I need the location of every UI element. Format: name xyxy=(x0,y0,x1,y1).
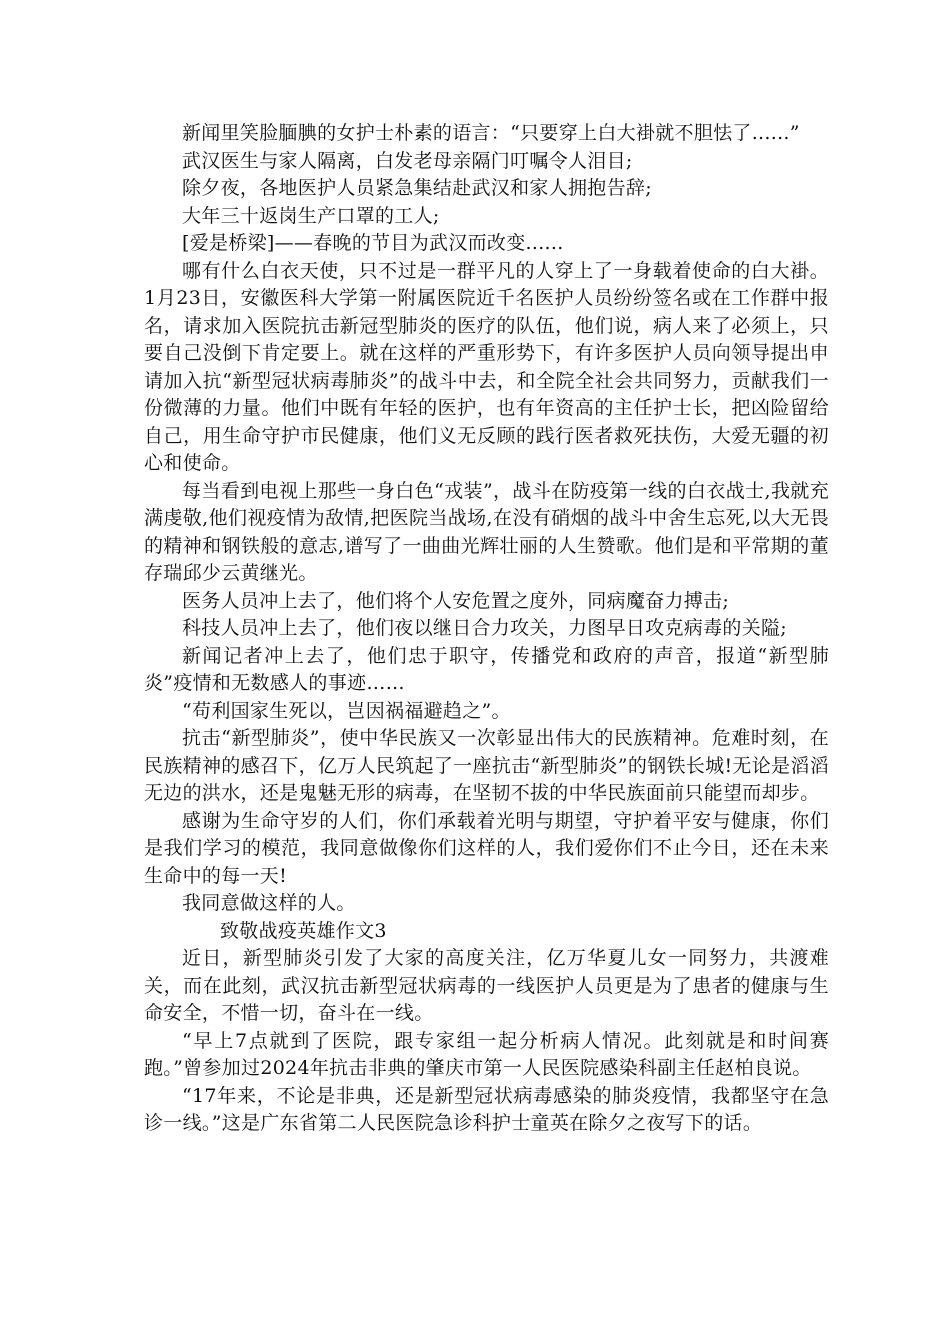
paragraph: 新闻里笑脸腼腆的女护士朴素的语言：“只要穿上白大褂就不胆怯了......” xyxy=(182,122,800,144)
paragraph: 大年三十返岗生产口罩的工人; xyxy=(182,204,440,227)
paragraph: “17年来，不论是非典，还是新型冠状病毒感染的肺炎疫情，我都坚守在急诊一线。”这是广东省第二人民医院急诊科护士童英在除夕之夜写下的话。 xyxy=(144,1084,829,1134)
section-heading: 致敬战疫英雄作文3 xyxy=(220,919,387,942)
paragraph: 感谢为生命守岁的人们，你们承载着光明与期望，守护着平安与健康，你们是我们学习的模范，我同意做像你们这样的人，我们爱你们不止今日，还在未来生命中的每一天! xyxy=(144,809,829,887)
paragraph: 我同意做这样的人。 xyxy=(182,892,356,914)
paragraph: 近日，新型肺炎引发了大家的高度关注，亿万华夏儿女一同努力，共渡难关，而在此刻，武汉抗击新型冠状病毒的一线医护人员更是为了患者的健康与生命安全，不惜一切，奋斗在一线。 xyxy=(144,947,829,1024)
document-body xyxy=(144,120,829,1138)
paragraph: 每当看到电视上那些一身白色“戎装”，战斗在防疫第一线的白衣战士,我就充满虔敬,他们视疫情为敌情,把医院当战场,在没有硝烟的战斗中舍生忘死,以大无畏的精神和钢铁般的意志,谱写了一曲曲光辉壮丽的人生赞歌。他们是和平常期的董存瑞邱少云黄继光。 xyxy=(144,479,829,584)
paragraph: 武汉医生与家人隔离，白发老母亲隔门叮嘱令人泪目; xyxy=(182,149,633,172)
paragraph: “苟利国家生死以，岂因祸福避趋之”。 xyxy=(182,699,511,722)
paragraph: 抗击“新型肺炎”，使中华民族又一次彰显出伟大的民族精神。危难时刻，在民族精神的感召下，亿万人民筑起了一座抗击“新型肺炎”的钢铁长城!无论是滔滔无边的洪水，还是鬼魅无形的病毒，在坚韧不拔的中华民族面前只能望而却步。 xyxy=(144,727,829,804)
paragraph: [爱是桥梁]——春晚的节目为武汉而改变...... xyxy=(182,232,564,254)
paragraph: 医务人员冲上去了，他们将个人安危置之度外，同病魔奋力搏击; xyxy=(182,589,730,612)
paragraph: “早上7点就到了医院，跟专家组一起分析病人情况。此刻就是和时间赛跑。”曾参加过2024年抗击非典的肇庆市第一人民医院感染科副主任赵柏良说。 xyxy=(144,1029,829,1079)
paragraph: 科技人员冲上去了，他们夜以继日合力攻关，力图早日攻克病毒的关隘; xyxy=(182,617,788,639)
paragraph: 除夕夜，各地医护人员紧急集结赴武汉和家人拥抱告辞; xyxy=(182,177,652,199)
paragraph: 哪有什么白衣天使，只不过是一群平凡的人穿上了一身载着使命的白大褂。1月23日，安徽医科大学第一附属医院近千名医护人员纷纷签名或在工作群中报名，请求加入医院抗击新冠型肺炎的医疗的队伍，他们说，病人来了必须上，只要自己没倒下肯定要上。就在这样的严重形势下，有许多医护人员向领导提出申请加入抗“新型冠状病毒肺炎”的战斗中去，和全院全社会共同努力，贡献我们一份微薄的力量。他们中既有年轻的医护，也有年资高的主任护士长，把凶险留给自己，用生命守护市民健康，他们义无反顾的践行医者救死扶伤，大爱无疆的初心和使命。 xyxy=(144,259,829,474)
paragraph: 新闻记者冲上去了，他们忠于职守，传播党和政府的声音，报道“新型肺炎”疫情和无数感人的事迹…… xyxy=(144,644,829,694)
